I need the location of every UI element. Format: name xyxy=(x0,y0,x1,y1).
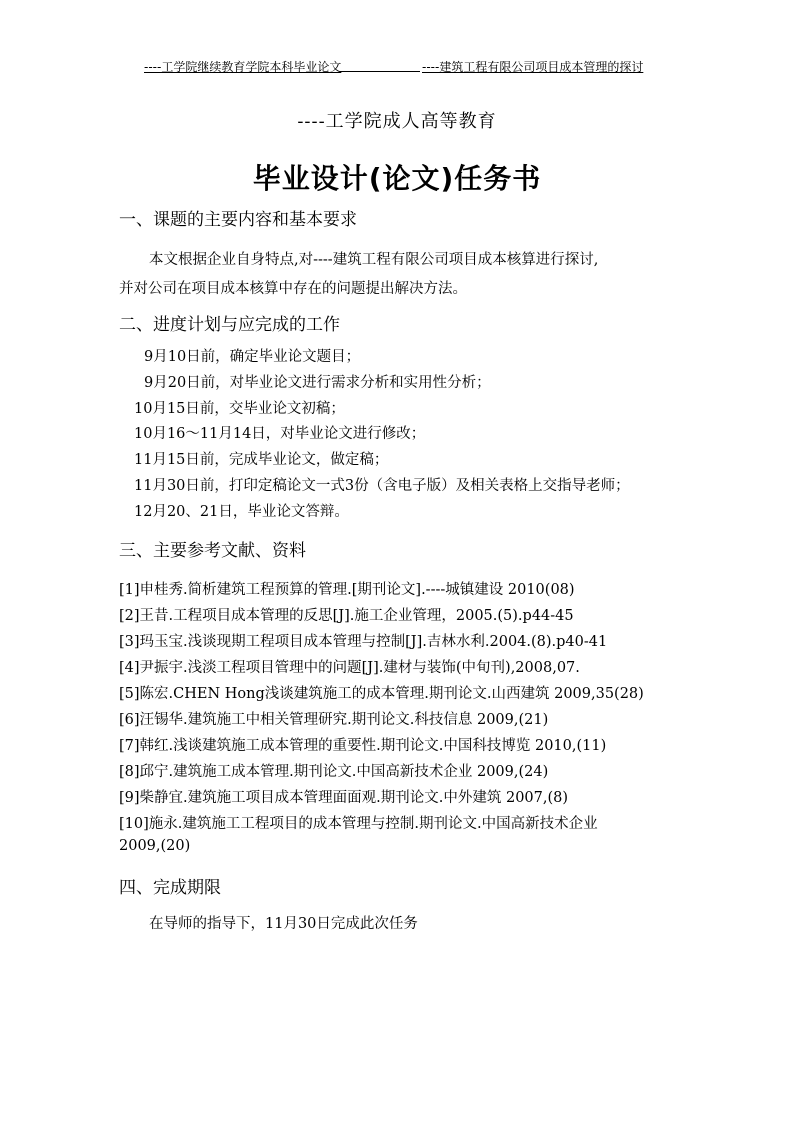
schedule-item: 9月10日前，确定毕业论文题目； xyxy=(144,349,361,365)
section-heading-deadline: 四、完成期限 xyxy=(119,878,221,898)
schedule-item: 12月20、21日，毕业论文答辩。 xyxy=(134,504,349,520)
document-title: 毕业设计(论文)任务书 xyxy=(252,162,542,195)
reference-item: [3]玛玉宝.浅谈现期工程项目成本管理与控制[J].吉林水利.2004.(8).p40-41 xyxy=(119,634,608,650)
reference-item: [5]陈宏.CHEN Hong浅谈建筑施工的成本管理.期刊论文.山西建筑 2009,35(28) xyxy=(119,686,644,702)
reference-item-continuation: 2009,(20) xyxy=(119,838,191,854)
reference-item: [6]汪锡华.建筑施工中相关管理研究.期刊论文.科技信息 2009,(21) xyxy=(119,712,549,728)
reference-item: [8]邱宁.建筑施工成本管理.期刊论文.中国高新技术企业 2009,(24) xyxy=(119,764,549,780)
reference-item: [10]施永.建筑施工工程项目的成本管理与控制.期刊论文.中国高新技术企业 xyxy=(119,816,598,832)
schedule-item: 10月16～11月14日，对毕业论文进行修改； xyxy=(134,426,426,442)
section-heading-references: 三、主要参考文献、资料 xyxy=(119,541,306,561)
reference-item: [7]韩红.浅谈建筑施工成本管理的重要性.期刊论文.中国科技博览 2010,(11) xyxy=(119,738,607,754)
deadline-text: 在导师的指导下，11月30日完成此次任务 xyxy=(149,916,418,932)
content-line-1: 本文根据企业自身特点,对----建筑工程有限公司项目成本核算进行探讨, xyxy=(149,252,599,268)
schedule-item: 11月30日前，打印定稿论文一式3份（含电子版）及相关表格上交指导老师； xyxy=(134,478,630,494)
institution-name: ----工学院成人高等教育 xyxy=(297,111,497,132)
header-right-text: ----建筑工程有限公司项目成本管理的探讨 xyxy=(422,60,644,74)
schedule-item: 9月20日前，对毕业论文进行需求分析和实用性分析； xyxy=(144,375,491,391)
schedule-item: 11月15日前，完成毕业论文，做定稿； xyxy=(134,452,389,468)
reference-item: [1]申桂秀.简析建筑工程预算的管理.[期刊论文].----城镇建设 2010(08) xyxy=(119,582,575,598)
section-heading-schedule: 二、进度计划与应完成的工作 xyxy=(119,315,340,335)
reference-item: [9]柴静宜.建筑施工项目成本管理面面观.期刊论文.中外建筑 2007,(8) xyxy=(119,790,569,806)
running-header xyxy=(0,58,794,78)
schedule-item: 10月15日前，交毕业论文初稿； xyxy=(134,401,345,417)
content-paragraph xyxy=(119,246,679,304)
header-left-text: ----工学院继续教育学院本科毕业论文 xyxy=(144,60,342,74)
header-underline xyxy=(340,71,420,72)
content-line-2: 并对公司在项目成本核算中存在的问题提出解决方法。 xyxy=(119,281,467,297)
reference-item: [2]王昔.工程项目成本管理的反思[J].施工企业管理，2005.(5).p44-45 xyxy=(119,608,574,624)
section-heading-content: 一、课题的主要内容和基本要求 xyxy=(119,210,357,230)
reference-item: [4]尹振宇.浅淡工程项目管理中的问题[J].建材与装饰(中旬刊),2008,07. xyxy=(119,660,580,676)
